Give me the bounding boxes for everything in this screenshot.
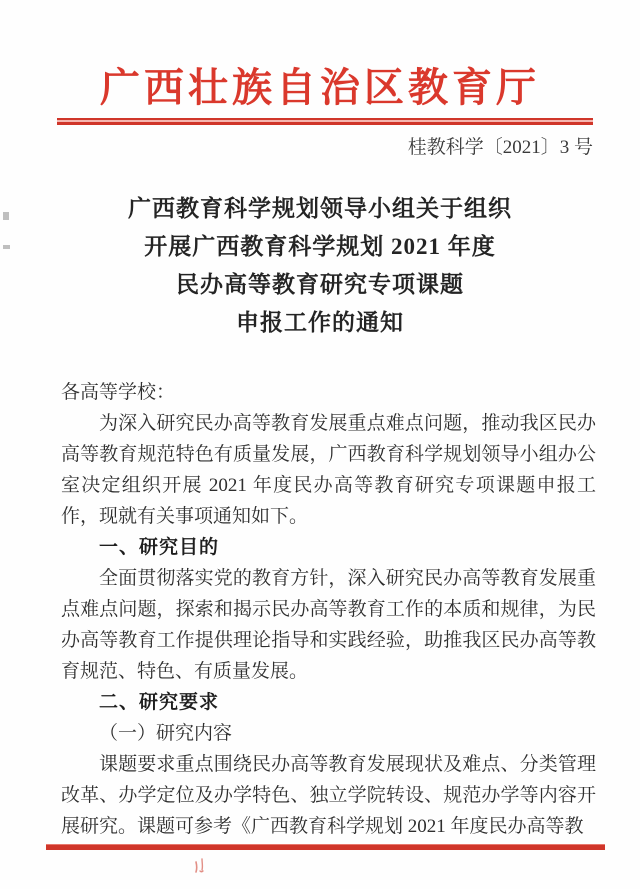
section-2-heading: 二、研究要求: [99, 692, 220, 713]
footer-divider-rule: [46, 845, 605, 850]
intro-paragraph: 为深入研究民办高等教育发展重点难点问题，推动我区民办高等教育规范特色有质量发展，广西教育科学规划领导小组办公室决定组织开展 2021 年度民办高等教育研究专项课题申报工作，现就有关事项通知如下。: [61, 413, 596, 527]
document-body: [61, 377, 596, 842]
scan-speck: [3, 212, 9, 220]
salutation: 各高等学校：: [61, 382, 176, 403]
document-title-line-3: 民办高等教育研究专项课题: [176, 272, 464, 297]
section-1-paragraph: 全面贯彻落实党的教育方针，深入研究民办高等教育发展重点难点问题，探索和揭示民办高等教育工作的本质和规律，为民办高等教育工作提供理论指导和实践经验，助推我区民办高等教育规范、特色、有质量发展。: [61, 568, 596, 682]
document-number: 桂教科学〔2021〕3 号: [407, 137, 593, 158]
document-title-line-1: 广西教育科学规划领导小组关于组织: [128, 196, 512, 221]
section-1-heading: 一、研究目的: [99, 537, 220, 558]
letterhead-divider-rule: [57, 118, 593, 125]
letterhead-agency-name: 广西壮族自治区教育厅: [100, 65, 540, 110]
scan-speck: [3, 245, 10, 249]
section-2-paragraph: 课题要求重点围绕民办高等教育发展现状及难点、分类管理改革、办学定位及办学特色、独立学院转设、规范办学等内容开展研究。课题可参考《广西教育科学规划 2021 年度民办高等教: [61, 754, 596, 837]
document-title-line-4: 申报工作的通知: [236, 310, 404, 335]
document-title: [0, 190, 640, 342]
document-title-line-2: 开展广西教育科学规划 2021 年度: [144, 234, 496, 259]
red-pen-mark: [190, 856, 212, 878]
section-2-subheading: （一）研究内容: [99, 723, 233, 744]
